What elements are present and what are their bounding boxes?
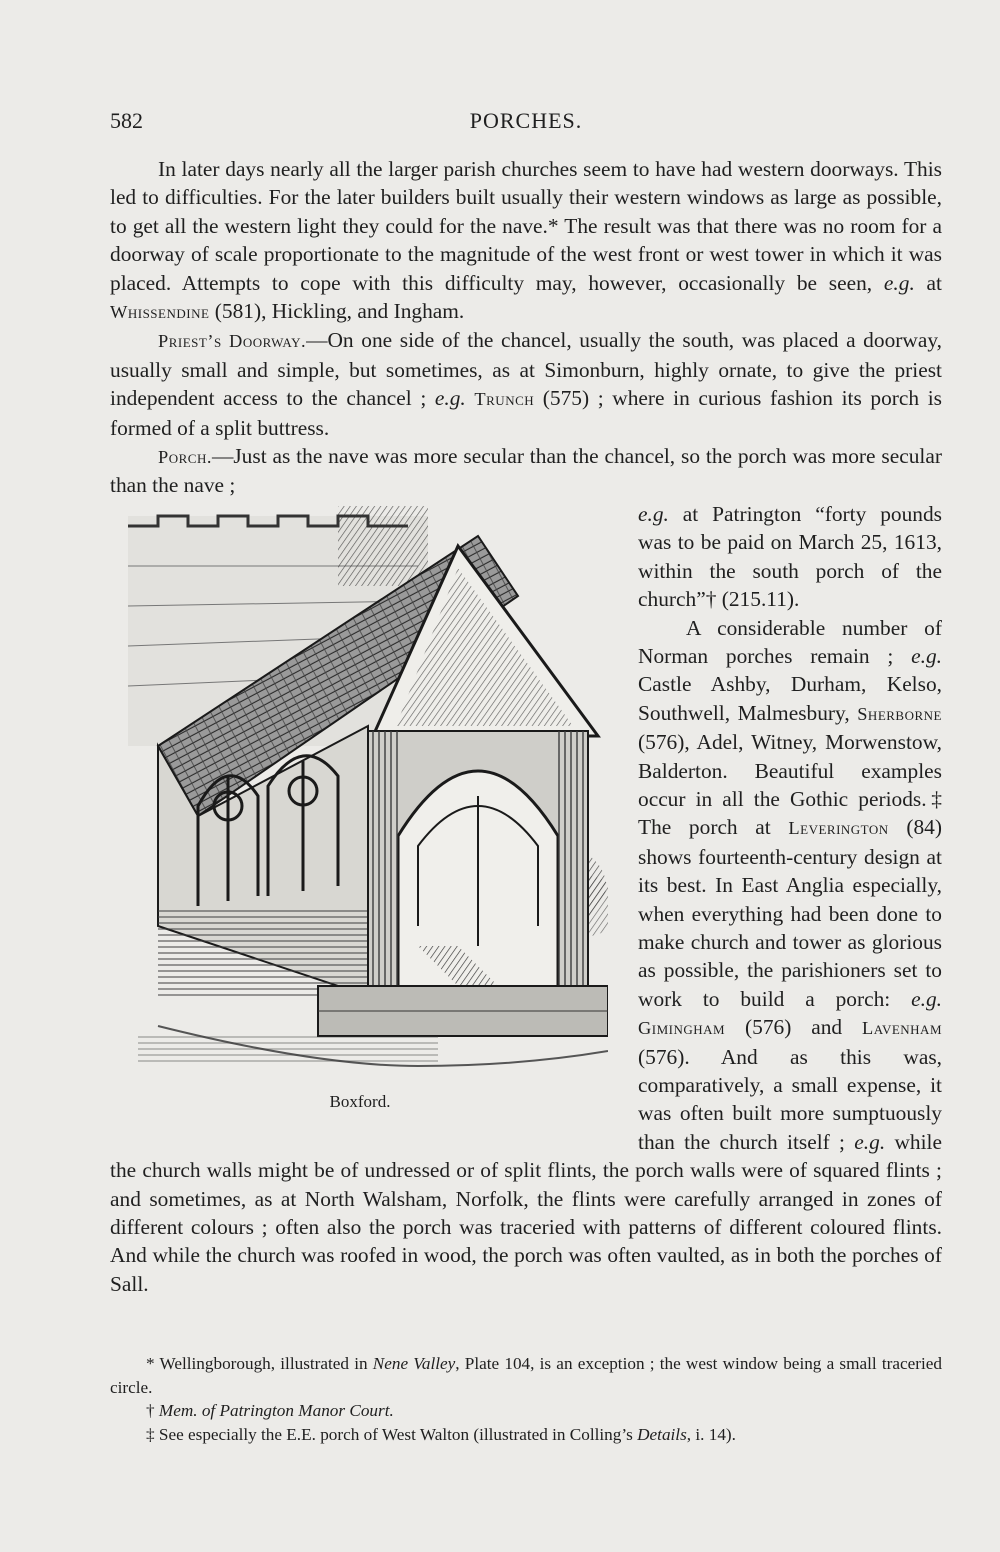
page-header [110, 108, 942, 142]
section-heading-porch: Porch. [158, 447, 212, 468]
footnote-1: * Wellingborough, illustrated in Nene Valley, Plate 104, is an exception ; the west window being a small traceried circle. [110, 1354, 942, 1397]
section-heading-priests-doorway: Priest’s Doorway. [158, 331, 307, 352]
body-text [110, 155, 942, 1298]
paragraph-priests-doorway: Priest’s Doorway.—On one side of the chancel, usually the south, was placed a doorway, usually small and simple, but sometimes, as at Simonburn, highly ornate, to give the priest independent access to the chancel ; e.g. Trunch (575) ; where in curious fashion its porch is formed of a split buttress. [110, 328, 942, 440]
running-title: PORCHES. [469, 108, 583, 133]
front-arch [368, 731, 588, 1001]
paragraph-norman-porches: A considerable number of Norman porches remain ; e.g. Castle Ashby, Durham, Kelso, Southwell, Malmesbury, Sherborne (576), Adel, Witney, Morwenstow, Balderton. Beautiful examples occur in all the Gothic periods.‡ The porch at Leverington (84) shows fourteenth-century design at its best. In East Anglia especially, when everything had been done to make church and tower as glorious as possible, the parishioners set to work to build a porch: e.g. Gimingham (576) and Lavenham (576). And as this was, comparatively, a small expense, it was often built more sumptuously than the church itself ; e.g. while the church walls might be of undressed or of split flints, the porch walls were of squared flints ; and sometimes, as at North Walsham, Norfolk, the flints were carefully arranged in zones of different colours ; often also the porch was traceried with patterns of different coloured flints. And while the church was roofed in wood, the porch was often vaulted, as in both the porches of Sall. [110, 615, 942, 1296]
footnote-2: † Mem. of Patrington Manor Court. [146, 1401, 394, 1420]
figure-caption: Boxford. [329, 1091, 391, 1111]
footnotes [110, 1352, 942, 1446]
paragraph-western-doorways: In later days nearly all the larger parish churches seem to have had western doorways. This led to difficulties. For the later builders built usually their western windows as large as possible, to get all the western light they could for the nave.* The result was that there was no room for a doorway of scale proportionate to the magnitude of the west front or west tower in which it was placed. Attempts to cope with this difficulty may, however, occasionally be seen, e.g. at Whissendine (581), Hickling, and Ingham. [110, 157, 942, 324]
porch-illustration [118, 506, 608, 1086]
figure-boxford-porch [110, 506, 620, 1126]
page-number: 582 [110, 108, 143, 133]
paragraph-porch-continued: e.g. at Patrington “forty pounds was to be paid on March 25, 1613, within the south porch of the church”† (215.11). [638, 501, 942, 612]
paragraph-porch: Porch.—Just as the nave was more secular than the chancel, so the porch was more secular than the nave ; [110, 444, 942, 498]
footnote-3: ‡ See especially the E.E. porch of West Walton (illustrated in Colling’s Details, i. 14). [146, 1424, 736, 1444]
